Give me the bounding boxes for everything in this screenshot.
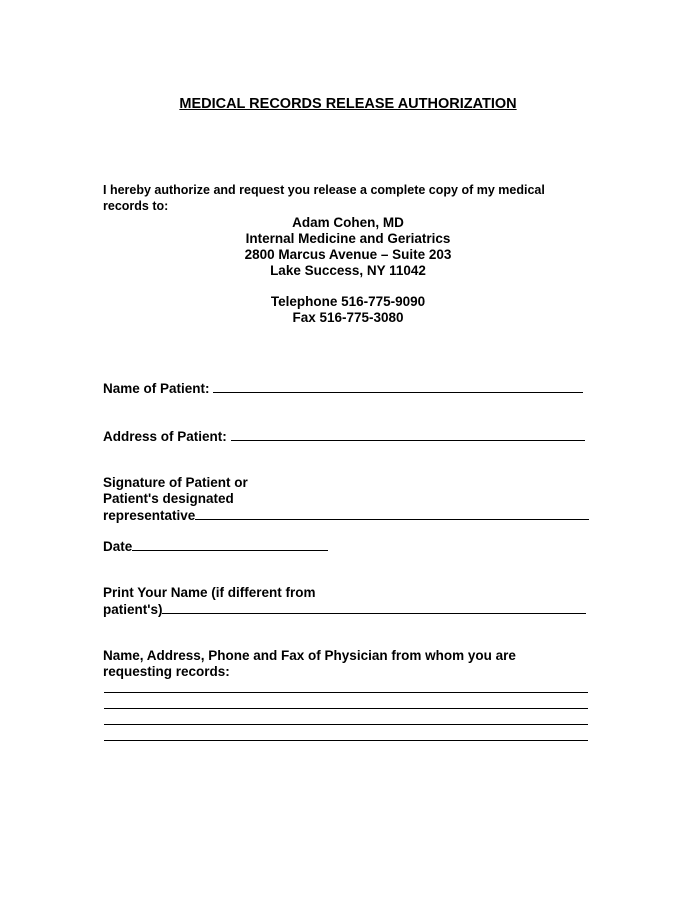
signature-label-line-3: representative — [103, 508, 196, 523]
physician-info-field — [103, 648, 516, 680]
form-title: MEDICAL RECORDS RELEASE AUTHORIZATION — [179, 96, 517, 112]
physician-info-label-line-2: requesting records: — [103, 664, 230, 679]
authorization-statement-line-1: I hereby authorize and request you release a complete copy of my medical — [103, 183, 545, 197]
physician-info-line-1[interactable] — [104, 692, 588, 693]
recipient-telephone: Telephone 516-775-9090 — [270, 294, 426, 309]
patient-name-field — [103, 380, 583, 397]
recipient-fax: Fax 516-775-3080 — [292, 310, 404, 325]
authorization-statement — [103, 182, 573, 214]
recipient-name: Adam Cohen, MD — [292, 215, 404, 230]
patient-address-line[interactable] — [231, 428, 585, 441]
patient-name-label: Name of Patient: — [103, 381, 210, 396]
patient-address-label: Address of Patient: — [103, 429, 227, 444]
print-name-line[interactable] — [162, 601, 586, 614]
patient-address-field — [103, 428, 585, 445]
physician-info-label-line-1: Name, Address, Phone and Fax of Physician from whom you are — [103, 648, 516, 663]
physician-info-line-2[interactable] — [104, 708, 588, 709]
recipient-address-line-1: 2800 Marcus Avenue – Suite 203 — [244, 247, 452, 262]
physician-info-line-3[interactable] — [104, 724, 588, 725]
recipient-address-line-2: Lake Success, NY 11042 — [270, 263, 426, 278]
authorization-statement-line-2: records to: — [103, 199, 169, 213]
recipient-address-block — [0, 215, 696, 279]
date-field — [103, 538, 328, 555]
date-label: Date — [103, 539, 133, 554]
print-name-field — [103, 585, 586, 618]
print-name-label-line-2: patient's) — [103, 602, 163, 617]
patient-name-line[interactable] — [213, 380, 583, 393]
signature-label-line-2: Patient's designated — [103, 491, 234, 506]
recipient-contact-block — [0, 294, 696, 326]
signature-field — [103, 475, 589, 524]
date-line[interactable] — [132, 538, 328, 551]
signature-line[interactable] — [195, 507, 589, 520]
signature-label-line-1: Signature of Patient or — [103, 475, 248, 490]
recipient-practice: Internal Medicine and Geriatrics — [245, 231, 451, 246]
print-name-label-line-1: Print Your Name (if different from — [103, 585, 316, 600]
physician-info-line-4[interactable] — [104, 740, 588, 741]
